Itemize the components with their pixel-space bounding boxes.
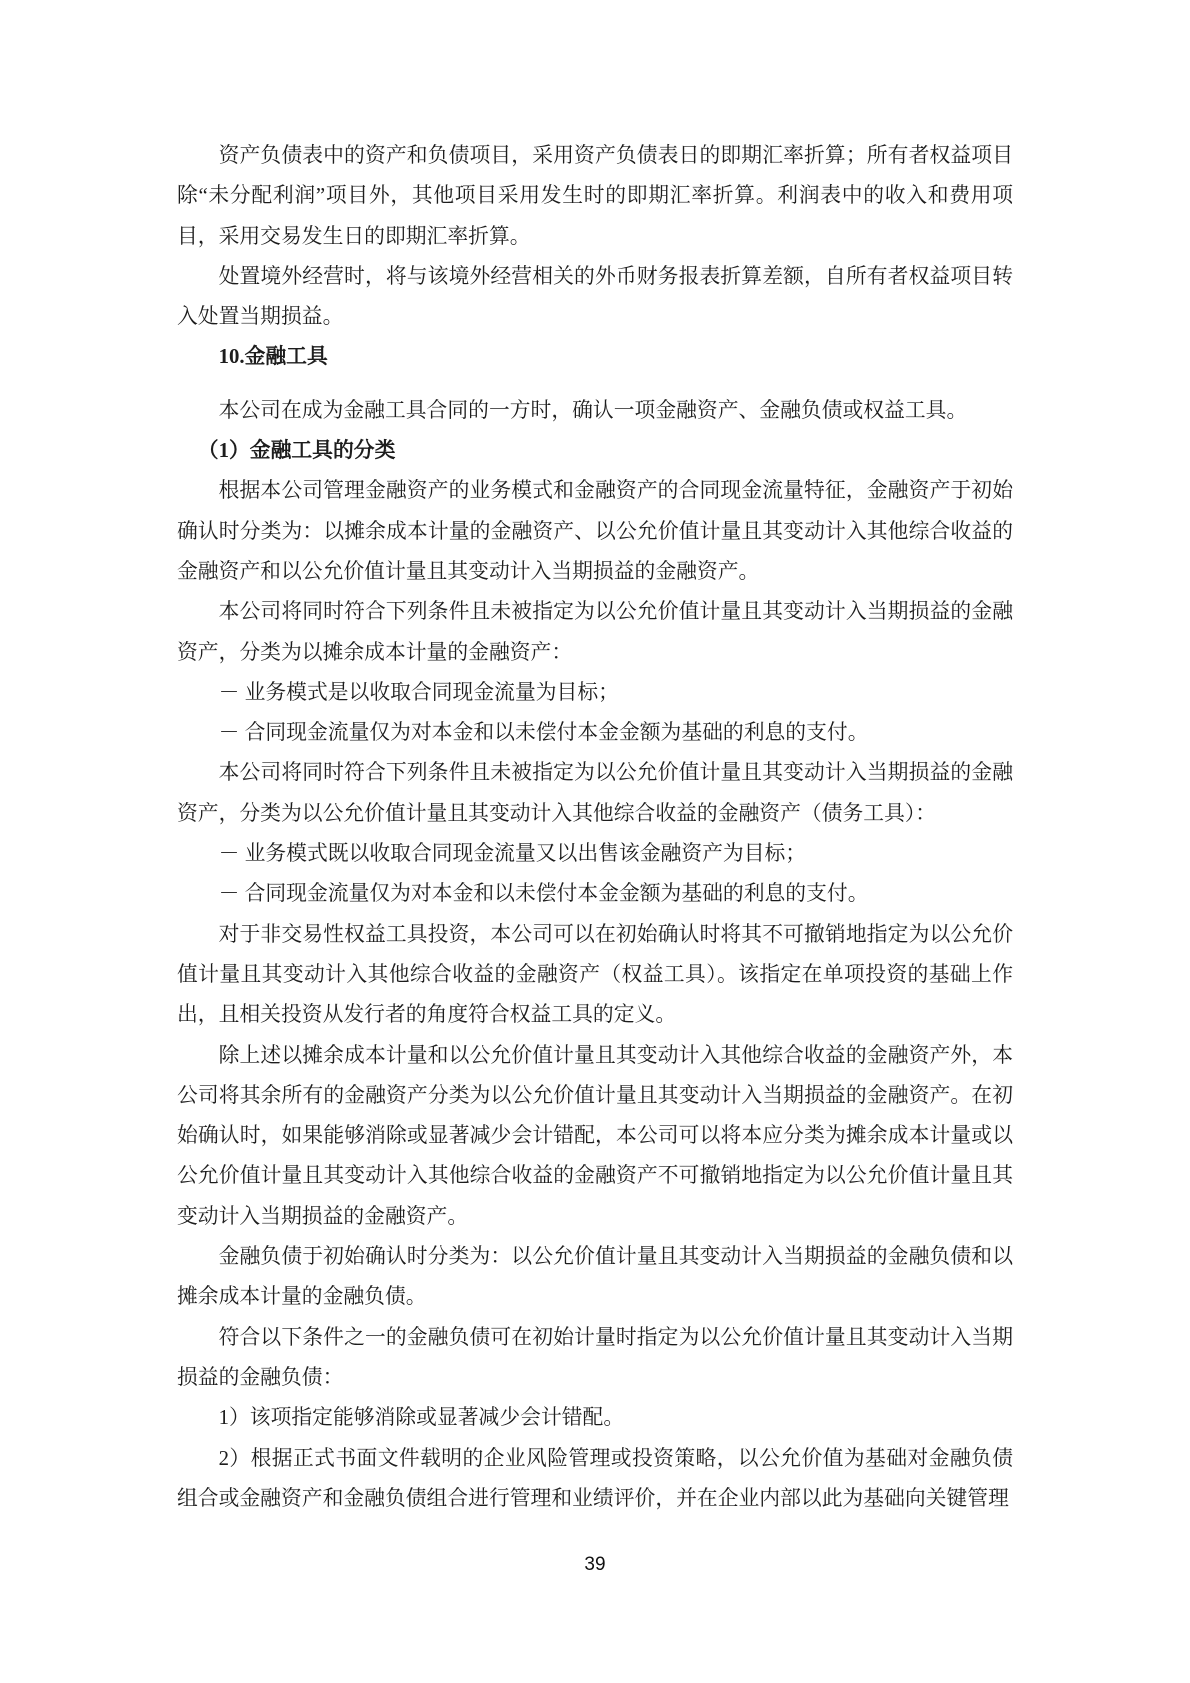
paragraph: 对于非交易性权益工具投资，本公司可以在初始确认时将其不可撤销地指定为以公允价值计量且其变动计入其他综合收益的金融资产（权益工具）。该指定在单项投资的基础上作出，且相关投资从发行者的角度符合权益工具的定义。	[177, 922, 1013, 1027]
numbered-item: 2）根据正式书面文件载明的企业风险管理或投资策略，以公允价值为基础对金融负债组合或金融资产和金融负债组合进行管理和业绩评价，并在企业内部以此为基础向关键管理	[177, 1446, 1013, 1510]
paragraph: 除上述以摊余成本计量和以公允价值计量且其变动计入其他综合收益的金融资产外，本公司将其余所有的金融资产分类为以公允价值计量且其变动计入当期损益的金融资产。在初始确认时，如果能够消除或显著减少会计错配，本公司可以将本应分类为摊余成本计量或以公允价值计量且其变动计入其他综合收益的金融资产不可撤销地指定为以公允价值计量且其变动计入当期损益的金融资产。	[177, 1043, 1013, 1228]
section-heading: 10.金融工具	[218, 345, 328, 369]
paragraph: 处置境外经营时，将与该境外经营相关的外币财务报表折算差额，自所有者权益项目转入处置当期损益。	[177, 264, 1013, 329]
paragraph: 根据本公司管理金融资产的业务模式和金融资产的合同现金流量特征，金融资产于初始确认时分类为：以摊余成本计量的金融资产、以公允价值计量且其变动计入其他综合收益的金融资产和以公允价值计量且其变动计入当期损益的金融资产。	[177, 479, 1013, 583]
bullet-item: － 业务模式是以收取合同现金流量为目标；	[218, 680, 619, 704]
bullet-item: － 业务模式既以收取合同现金流量又以出售该金融资产为目标；	[218, 842, 807, 866]
paragraph: 本公司将同时符合下列条件且未被指定为以公允价值计量且其变动计入当期损益的金融资产，分类为以公允价值计量且其变动计入其他综合收益的金融资产（债务工具）：	[177, 761, 1013, 825]
section-heading: （1）金融工具的分类	[197, 439, 396, 463]
bullet-item: － 合同现金流量仅为对本金和以未偿付本金金额为基础的利息的支付。	[218, 721, 869, 745]
paragraph: 资产负债表中的资产和负债项目，采用资产负债表日的即期汇率折算；所有者权益项目除“未分配利润”项目外，其他项目采用发生时的即期汇率折算。利润表中的收入和费用项目，采用交易发生日的即期汇率折算。	[177, 144, 1013, 248]
document-body	[177, 136, 1013, 1519]
paragraph: 本公司在成为金融工具合同的一方时，确认一项金融资产、金融负债或权益工具。	[218, 398, 968, 422]
paragraph: 符合以下条件之一的金融负债可在初始计量时指定为以公允价值计量且其变动计入当期损益的金融负债：	[177, 1325, 1013, 1389]
numbered-item: 1）该项指定能够消除或显著减少会计错配。	[218, 1406, 625, 1430]
bullet-item: － 合同现金流量仅为对本金和以未偿付本金金额为基础的利息的支付。	[218, 882, 869, 906]
page-number: 39	[584, 1554, 606, 1575]
paragraph: 金融负债于初始确认时分类为：以公允价值计量且其变动计入当期损益的金融负债和以摊余成本计量的金融负债。	[177, 1245, 1013, 1309]
paragraph: 本公司将同时符合下列条件且未被指定为以公允价值计量且其变动计入当期损益的金融资产，分类为以摊余成本计量的金融资产：	[177, 600, 1013, 664]
